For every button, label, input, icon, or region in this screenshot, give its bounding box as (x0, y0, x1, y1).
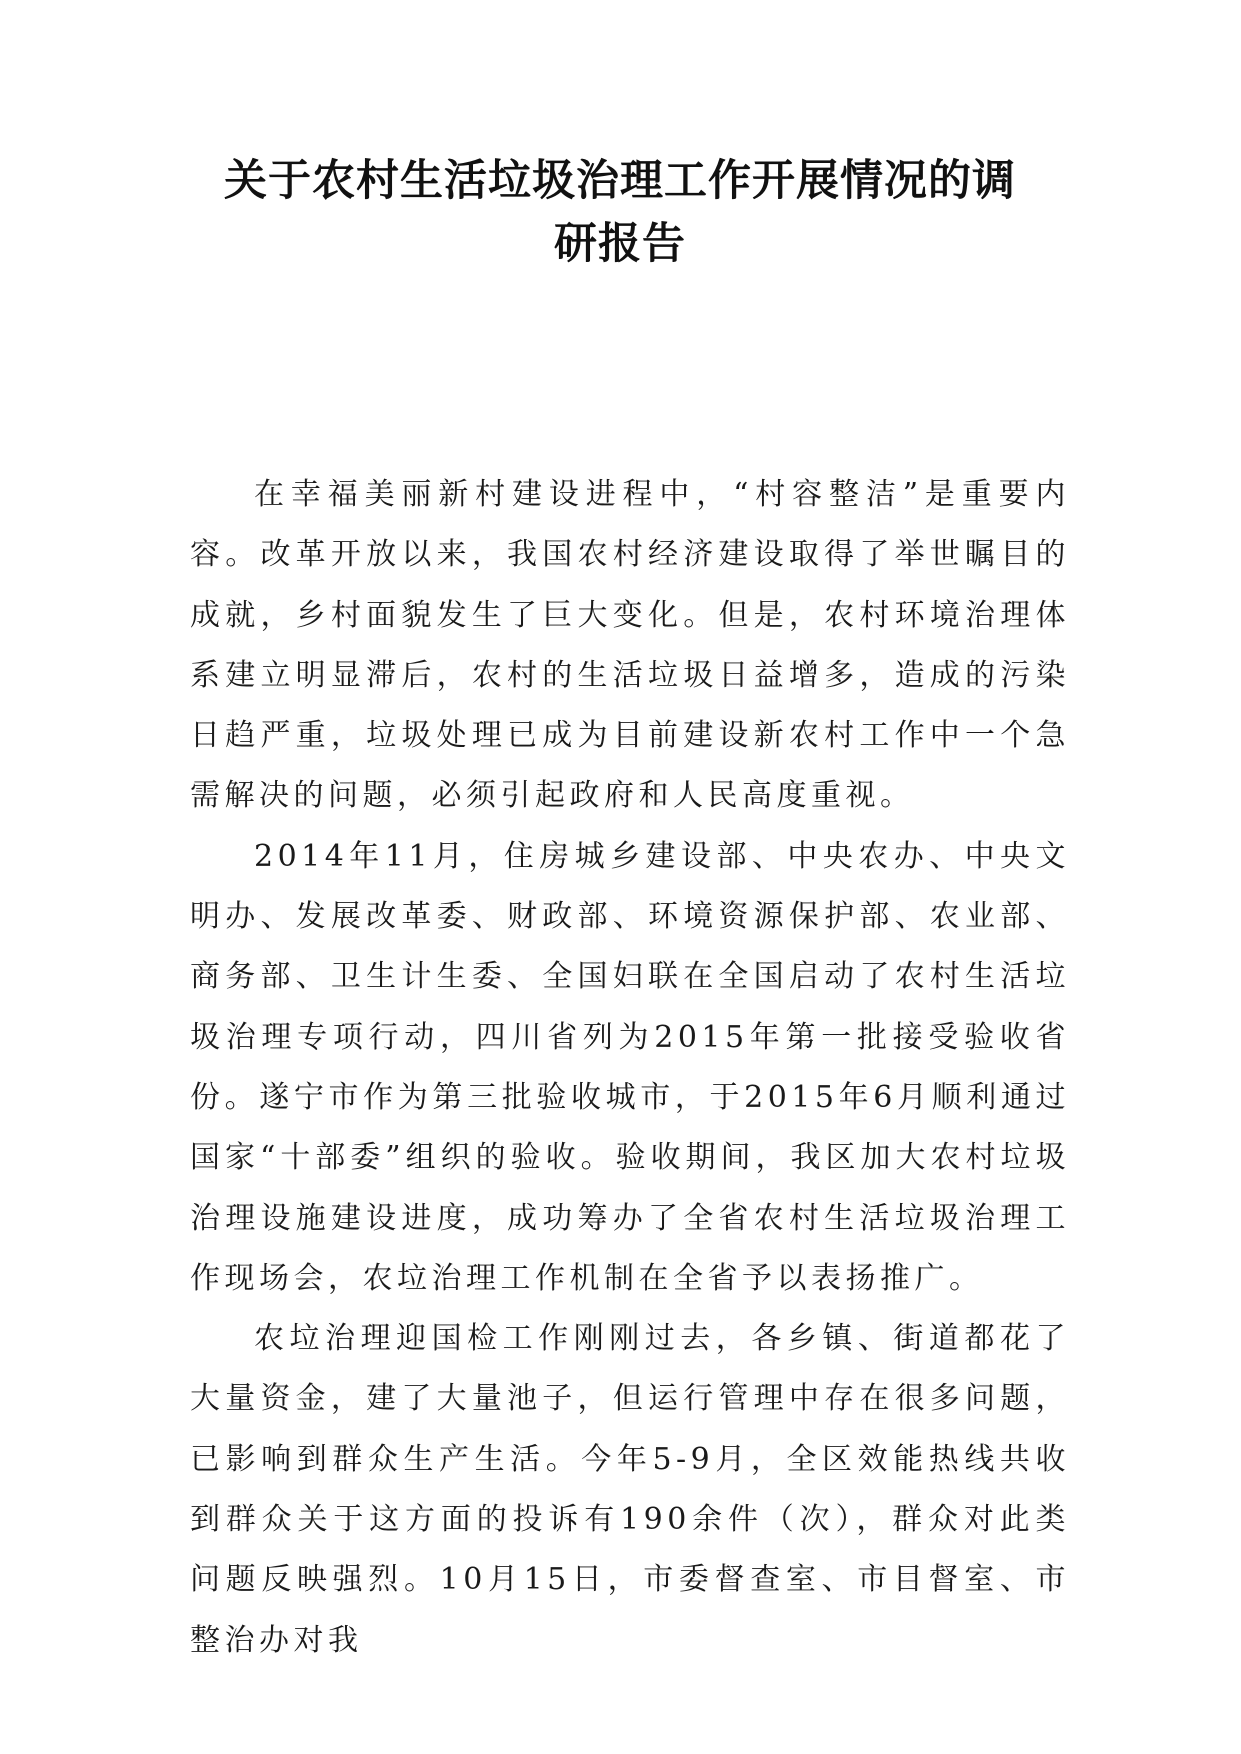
document-body (190, 465, 1070, 1671)
title-line-1: 关于农村生活垃圾治理工作开展情况的调 (224, 156, 1016, 206)
title-line-2: 研报告 (554, 219, 686, 269)
paragraph-problems: 农垃治理迎国检工作刚刚过去，各乡镇、街道都花了大量资金，建了大量池子，但运行管理中存在很多问题，已影响到群众生产生活。今年5-9月，全区效能热线共收到群众关于这方面的投诉有190余件（次），群众对此类问题反映强烈。10月15日，市委督查室、市目督室、市整治办对我 (190, 1321, 1070, 1658)
document-title (190, 150, 1050, 276)
paragraph-background: 2014年11月，住房城乡建设部、中央农办、中央文明办、发展改革委、财政部、环境资源保护部、农业部、商务部、卫生计生委、全国妇联在全国启动了农村生活垃圾治理专项行动，四川省列为2015年第一批接受验收省份。遂宁市作为第三批验收城市，于2015年6月顺利通过国家“十部委”组织的验收。验收期间，我区加大农村垃圾治理设施建设进度，成功筹办了全省农村生活垃圾治理工作现场会，农垃治理工作机制在全省予以表扬推广。 (190, 838, 1070, 1296)
paragraph-intro: 在幸福美丽新村建设进程中，“村容整洁”是重要内容。改革开放以来，我国农村经济建设取得了举世瞩目的成就，乡村面貌发生了巨大变化。但是，农村环境治理体系建立明显滞后，农村的生活垃圾日益增多，造成的污染日趋严重，垃圾处理已成为目前建设新农村工作中一个急需解决的问题，必须引起政府和人民高度重视。 (190, 477, 1070, 814)
